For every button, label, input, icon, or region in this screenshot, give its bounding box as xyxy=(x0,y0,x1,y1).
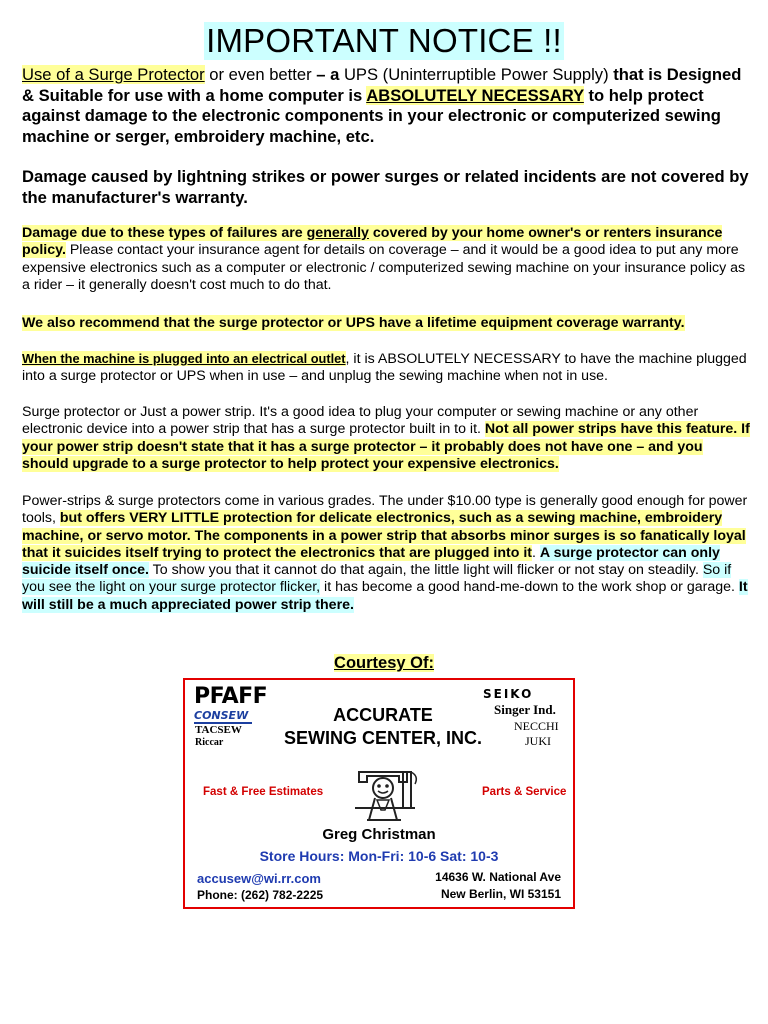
paragraph-power-strip xyxy=(22,404,750,473)
p3-d: Please contact your insurance agent for details on coverage – and it would be a good idea to put any more expensive electronics such as a computer or electronic / computerized sewing machine on your insurance policy as a rider – it generally doesn't cost much to do that. xyxy=(22,242,746,293)
p1-c: – a xyxy=(316,65,344,84)
p5-b: , it is ABSOLUTELY NECESSARY to have the machine plugged into a surge protector or UPS when in use – and unplug the sewing machine when not in use. xyxy=(22,351,747,385)
p7-e: To show you that it cannot do that again, the little light will flicker or not stay on steadily. xyxy=(148,562,703,579)
address-line-2: New Berlin, WI 53151 xyxy=(440,887,561,901)
p7-g: it has become a good hand-me-down to the work shop or garage. xyxy=(320,579,739,596)
p4-text: We also recommend that the surge protector or UPS have a lifetime equipment coverage warranty. xyxy=(22,315,685,331)
p1-b: or even better xyxy=(204,65,317,84)
necchi-logo: NECCHI xyxy=(514,719,559,733)
p6-a: Surge protector or Just a power strip. It's a good idea to plug your computer or sewing machine or any other electronic device into a power strip that has a surge protector built in to it. xyxy=(22,404,699,438)
p7-c: . xyxy=(532,544,540,561)
page-title: IMPORTANT NOTICE !! xyxy=(206,22,562,59)
juki-logo: JUKI xyxy=(525,734,551,748)
p6-b: Not all power strips have this feature. If your power strip doesn't state that it has a surge protector – it probably does not have one – and you should upgrade to a surge protector to help protect your expensive electronics. xyxy=(22,421,750,472)
business-name-line-1: ACCURATE xyxy=(333,705,433,725)
p7-h: It will still be a much appreciated power strip there. xyxy=(22,579,748,613)
p1-d: UPS (Uninterruptible Power Supply) xyxy=(343,65,609,84)
tacsew-logo: TACSEW xyxy=(195,724,242,736)
consew-logo: CONSEW xyxy=(194,710,252,724)
paragraph-insurance xyxy=(22,225,750,294)
p1-f: ABSOLUTELY NECESSARY xyxy=(366,85,584,105)
title-wrap xyxy=(0,0,768,60)
paragraph-grades xyxy=(22,493,750,614)
p7-f: So if you see the light on your surge protector flicker, xyxy=(22,562,732,596)
courtesy-label: Courtesy Of: xyxy=(334,654,434,672)
store-hours: Store Hours: Mon-Fri: 10-6 Sat: 10-3 xyxy=(259,848,499,864)
courtesy-heading xyxy=(0,654,768,673)
p3-a: Damage due to these types of failures are xyxy=(22,225,307,241)
p1-a: Use of a Surge Protector xyxy=(22,65,205,84)
seiko-logo: SEIKO xyxy=(483,687,534,701)
p7-d: A surge protector can only suicide itself once. xyxy=(22,544,720,579)
phone-number: Phone: (262) 782-2225 xyxy=(197,888,324,902)
owner-name: Greg Christman xyxy=(322,826,436,843)
paragraph-surge-protector xyxy=(22,65,750,147)
p7-b: but offers VERY LITTLE protection for delicate electronics, such as a sewing machine, embroidery machine, or servo motor. The components in a power strip that absorbs minor surges is so fanatically loyal that it suicides itself trying to protect the electronics that are plugged into it xyxy=(22,510,746,561)
riccar-logo: Riccar xyxy=(195,737,224,748)
p1-g: to help protect against damage to the electronic components in your electronic or computerized sewing machine or serger, embroidery machine, etc. xyxy=(22,85,721,146)
p5-a: When the machine is plugged into an electrical outlet xyxy=(22,351,346,366)
email-link[interactable]: accusew@wi.rr.com xyxy=(197,871,321,886)
p2-text: Damage caused by lightning strikes or power surges or related incidents are not covered by the manufacturer's warranty. xyxy=(22,167,749,207)
p7-a: Power-strips & surge protectors come in various grades. The under $10.00 type is generally good enough for power tools, xyxy=(22,493,748,527)
address-line-1: 14636 W. National Ave xyxy=(435,870,561,884)
singer-logo: Singer Ind. xyxy=(494,702,556,717)
paragraph-lifetime-warranty xyxy=(22,315,750,332)
business-name xyxy=(245,704,521,750)
paragraph-warranty xyxy=(22,167,750,208)
business-card xyxy=(183,678,575,909)
paragraph-outlet xyxy=(22,350,750,386)
parts-service: Parts & Service xyxy=(482,786,567,798)
sewing-machine-mascot-icon xyxy=(345,758,425,824)
pfaff-logo: PFAFF xyxy=(194,684,268,709)
p3-c: covered by your home owner's or renters insurance policy. xyxy=(22,225,723,259)
p1-e: that is Designed & Suitable for use with a home computer is xyxy=(22,65,742,105)
fast-free-estimates: Fast & Free Estimates xyxy=(203,786,324,798)
p3-b: generally xyxy=(306,225,369,241)
business-name-line-2: SEWING CENTER, INC. xyxy=(283,728,482,748)
